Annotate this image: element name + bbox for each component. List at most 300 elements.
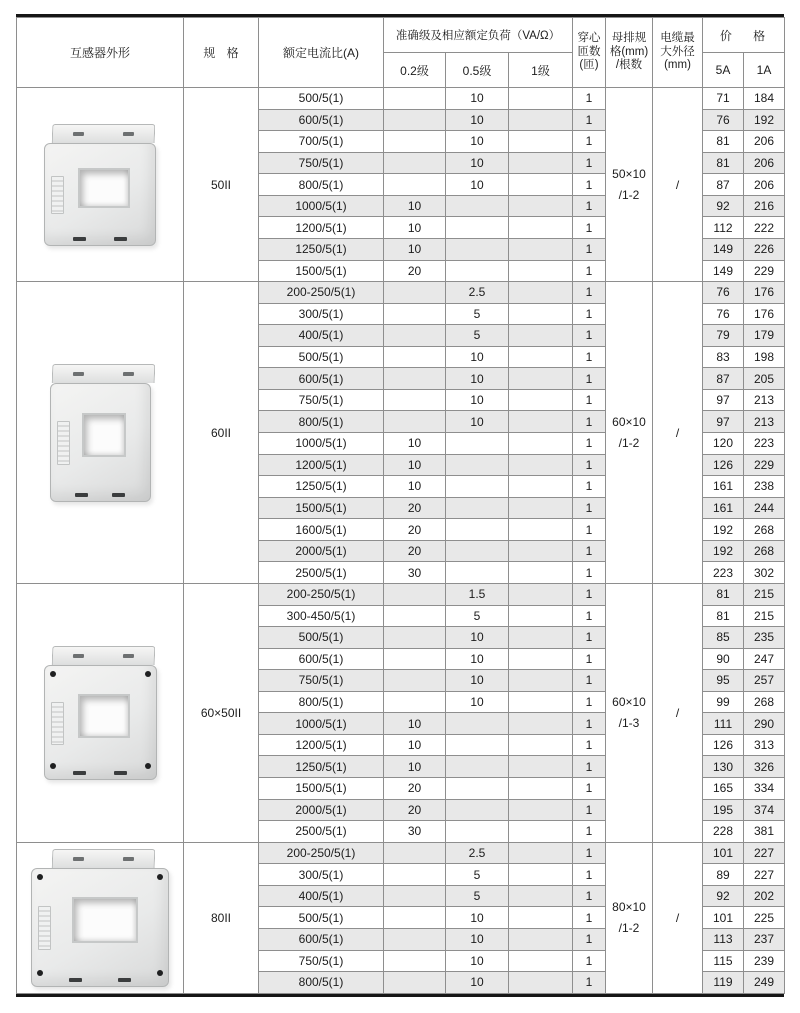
load-class-0.5-cell (446, 238, 509, 260)
load-class-1-cell (509, 670, 573, 692)
price-1a-cell: 198 (744, 346, 785, 368)
price-5a-cell: 81 (703, 605, 744, 627)
header-shape: 互感器外形 (17, 18, 184, 88)
table-row (17, 282, 785, 304)
side-label (51, 702, 64, 745)
turns-cell: 1 (573, 260, 606, 282)
header-cable-line3: (mm) (664, 59, 691, 72)
turns-cell: 1 (573, 433, 606, 455)
load-class-0.5-cell: 10 (446, 670, 509, 692)
corner-screw (37, 970, 43, 976)
turns-cell: 1 (573, 476, 606, 498)
header-busbar-line1: 母排规 (611, 32, 647, 45)
ratio-cell: 1200/5(1) (259, 454, 384, 476)
ratio-cell: 700/5(1) (259, 131, 384, 153)
load-class-0.2-cell (384, 174, 446, 196)
turns-cell: 1 (573, 799, 606, 821)
ratio-cell: 750/5(1) (259, 152, 384, 174)
foot (114, 771, 127, 775)
load-class-1-cell (509, 778, 573, 800)
price-1a-cell: 235 (744, 627, 785, 649)
table-header (17, 18, 785, 88)
load-class-0.2-cell (384, 109, 446, 131)
price-1a-cell: 206 (744, 152, 785, 174)
price-5a-cell: 192 (703, 540, 744, 562)
ratio-cell: 2000/5(1) (259, 799, 384, 821)
turns-cell: 1 (573, 691, 606, 713)
load-class-0.2-cell (384, 88, 446, 110)
terminal-block (51, 124, 155, 143)
price-5a-cell: 195 (703, 799, 744, 821)
load-class-0.5-cell (446, 519, 509, 541)
ratio-cell: 600/5(1) (259, 109, 384, 131)
transformer-body (44, 143, 156, 246)
ratio-cell: 800/5(1) (259, 972, 384, 994)
price-5a-cell: 126 (703, 734, 744, 756)
load-class-1-cell (509, 842, 573, 864)
header-ratio: 额定电流比(A) (259, 18, 384, 88)
price-1a-cell: 213 (744, 411, 785, 433)
load-class-0.5-cell: 2.5 (446, 282, 509, 304)
load-class-0.5-cell: 10 (446, 368, 509, 390)
corner-screw (50, 671, 56, 677)
price-1a-cell: 249 (744, 972, 785, 994)
load-class-0.2-cell: 10 (384, 238, 446, 260)
load-class-0.5-cell (446, 217, 509, 239)
load-class-0.5-cell: 10 (446, 152, 509, 174)
ratio-cell: 1250/5(1) (259, 238, 384, 260)
price-5a-cell: 165 (703, 778, 744, 800)
load-class-0.2-cell: 20 (384, 799, 446, 821)
ratio-cell: 600/5(1) (259, 648, 384, 670)
busbar-spec-line: 50×10 (612, 167, 646, 182)
price-1a-cell: 215 (744, 583, 785, 605)
price-1a-cell: 215 (744, 605, 785, 627)
load-class-0.5-cell (446, 454, 509, 476)
ratio-cell: 2500/5(1) (259, 821, 384, 843)
price-5a-cell: 76 (703, 282, 744, 304)
busbar-spec-line: 60×10 (612, 695, 646, 710)
price-5a-cell: 85 (703, 627, 744, 649)
price-5a-cell: 95 (703, 670, 744, 692)
spec-cell: 80II (184, 842, 259, 993)
turns-cell: 1 (573, 454, 606, 476)
ratio-cell: 750/5(1) (259, 670, 384, 692)
load-class-0.2-cell: 10 (384, 734, 446, 756)
busbar-spec-line: 80×10 (612, 900, 646, 915)
load-class-0.5-cell: 10 (446, 131, 509, 153)
cable-diameter-cell: / (653, 842, 703, 993)
foot (114, 237, 127, 241)
header-accuracy-load: 准确级及相应额定负荷（VA/Ω） (384, 18, 573, 53)
load-class-0.2-cell: 20 (384, 519, 446, 541)
header-busbar-line3: /根数 (615, 59, 643, 72)
turns-cell: 1 (573, 303, 606, 325)
price-1a-cell: 229 (744, 454, 785, 476)
price-1a-cell: 238 (744, 476, 785, 498)
core-window (78, 168, 130, 208)
price-1a-cell: 244 (744, 497, 785, 519)
price-1a-cell: 381 (744, 821, 785, 843)
load-class-1-cell (509, 885, 573, 907)
price-5a-cell: 119 (703, 972, 744, 994)
load-class-0.5-cell: 10 (446, 648, 509, 670)
ct-spec-price-table (16, 17, 785, 994)
price-1a-cell: 268 (744, 691, 785, 713)
price-1a-cell: 326 (744, 756, 785, 778)
load-class-0.5-cell: 5 (446, 864, 509, 886)
ratio-cell: 1250/5(1) (259, 476, 384, 498)
price-5a-cell: 87 (703, 368, 744, 390)
load-class-1-cell (509, 325, 573, 347)
busbar-spec-line: /1-3 (618, 715, 640, 730)
mounting-feet (32, 978, 168, 982)
ratio-cell: 1500/5(1) (259, 778, 384, 800)
price-5a-cell: 79 (703, 325, 744, 347)
load-class-1-cell (509, 713, 573, 735)
load-class-1-cell (509, 454, 573, 476)
terminal-slot (123, 857, 134, 861)
cable-diameter-cell: / (653, 88, 703, 282)
foot (75, 493, 88, 497)
price-5a-cell: 76 (703, 109, 744, 131)
turns-cell: 1 (573, 368, 606, 390)
price-5a-cell: 161 (703, 497, 744, 519)
load-class-0.2-cell: 30 (384, 562, 446, 584)
price-5a-cell: 92 (703, 885, 744, 907)
transformer-body (31, 868, 169, 987)
ratio-cell: 500/5(1) (259, 346, 384, 368)
cable-diameter-cell: / (653, 282, 703, 584)
load-class-0.2-cell (384, 131, 446, 153)
turns-cell: 1 (573, 907, 606, 929)
turns-cell: 1 (573, 282, 606, 304)
header-turns (573, 18, 606, 88)
price-1a-cell: 176 (744, 282, 785, 304)
turns-cell: 1 (573, 713, 606, 735)
corner-screw (50, 763, 56, 769)
price-1a-cell: 257 (744, 670, 785, 692)
load-class-0.2-cell (384, 950, 446, 972)
price-5a-cell: 161 (703, 476, 744, 498)
load-class-0.5-cell (446, 497, 509, 519)
header-turns-line3: (匝) (579, 59, 599, 72)
load-class-1-cell (509, 648, 573, 670)
load-class-1-cell (509, 88, 573, 110)
load-class-0.5-cell (446, 713, 509, 735)
turns-cell: 1 (573, 583, 606, 605)
header-price-1a: 1A (744, 53, 785, 88)
turns-cell: 1 (573, 605, 606, 627)
turns-cell: 1 (573, 972, 606, 994)
price-5a-cell: 76 (703, 303, 744, 325)
load-class-0.5-cell: 10 (446, 88, 509, 110)
load-class-0.5-cell (446, 562, 509, 584)
price-1a-cell: 202 (744, 885, 785, 907)
price-1a-cell: 237 (744, 928, 785, 950)
load-class-0.2-cell (384, 885, 446, 907)
terminal-slot (72, 372, 83, 376)
ratio-cell: 1250/5(1) (259, 756, 384, 778)
busbar-spec-cell (606, 842, 653, 993)
load-class-0.5-cell: 5 (446, 605, 509, 627)
load-class-0.2-cell (384, 411, 446, 433)
price-5a-cell: 81 (703, 131, 744, 153)
header-class-0.2: 0.2级 (384, 53, 446, 88)
ratio-cell: 200-250/5(1) (259, 282, 384, 304)
ratio-cell: 1000/5(1) (259, 195, 384, 217)
price-1a-cell: 205 (744, 368, 785, 390)
load-class-0.2-cell (384, 282, 446, 304)
ratio-cell: 1500/5(1) (259, 260, 384, 282)
price-5a-cell: 83 (703, 346, 744, 368)
load-class-0.5-cell: 5 (446, 303, 509, 325)
load-class-1-cell (509, 756, 573, 778)
load-class-1-cell (509, 346, 573, 368)
corner-screw (157, 874, 163, 880)
ratio-cell: 500/5(1) (259, 907, 384, 929)
ratio-cell: 200-250/5(1) (259, 842, 384, 864)
turns-cell: 1 (573, 217, 606, 239)
price-5a-cell: 89 (703, 864, 744, 886)
turns-cell: 1 (573, 540, 606, 562)
ratio-cell: 1500/5(1) (259, 497, 384, 519)
load-class-0.2-cell (384, 627, 446, 649)
load-class-0.5-cell: 10 (446, 174, 509, 196)
price-5a-cell: 81 (703, 152, 744, 174)
load-class-1-cell (509, 799, 573, 821)
load-class-0.2-cell (384, 346, 446, 368)
turns-cell: 1 (573, 778, 606, 800)
load-class-0.5-cell: 10 (446, 411, 509, 433)
load-class-1-cell (509, 605, 573, 627)
turns-cell: 1 (573, 950, 606, 972)
transformer-body (44, 665, 157, 780)
load-class-0.2-cell (384, 842, 446, 864)
load-class-0.5-cell (446, 821, 509, 843)
load-class-1-cell (509, 562, 573, 584)
core-window (72, 897, 138, 943)
price-1a-cell: 206 (744, 174, 785, 196)
price-5a-cell: 97 (703, 389, 744, 411)
turns-cell: 1 (573, 88, 606, 110)
load-class-0.5-cell (446, 433, 509, 455)
ratio-cell: 300/5(1) (259, 864, 384, 886)
load-class-0.2-cell: 20 (384, 260, 446, 282)
turns-cell: 1 (573, 238, 606, 260)
turns-cell: 1 (573, 670, 606, 692)
price-1a-cell: 239 (744, 950, 785, 972)
load-class-0.2-cell (384, 972, 446, 994)
ratio-cell: 1200/5(1) (259, 734, 384, 756)
ratio-cell: 800/5(1) (259, 691, 384, 713)
foot (118, 978, 131, 982)
turns-cell: 1 (573, 325, 606, 347)
price-5a-cell: 115 (703, 950, 744, 972)
cable-diameter-cell: / (653, 583, 703, 842)
load-class-0.2-cell: 10 (384, 476, 446, 498)
load-class-1-cell (509, 540, 573, 562)
load-class-0.5-cell: 10 (446, 109, 509, 131)
price-1a-cell: 222 (744, 217, 785, 239)
price-5a-cell: 192 (703, 519, 744, 541)
load-class-1-cell (509, 195, 573, 217)
ratio-cell: 2500/5(1) (259, 562, 384, 584)
price-5a-cell: 101 (703, 842, 744, 864)
price-5a-cell: 71 (703, 88, 744, 110)
side-label (57, 421, 70, 465)
load-class-0.2-cell (384, 583, 446, 605)
ratio-cell: 200-250/5(1) (259, 583, 384, 605)
turns-cell: 1 (573, 648, 606, 670)
header-cable (653, 18, 703, 88)
load-class-0.5-cell: 10 (446, 346, 509, 368)
ratio-cell: 1000/5(1) (259, 433, 384, 455)
ratio-cell: 1600/5(1) (259, 519, 384, 541)
load-class-1-cell (509, 476, 573, 498)
turns-cell: 1 (573, 174, 606, 196)
mounting-feet (51, 493, 150, 497)
ratio-cell: 800/5(1) (259, 174, 384, 196)
price-5a-cell: 113 (703, 928, 744, 950)
core-window (82, 413, 126, 457)
table-row (17, 88, 785, 110)
ratio-cell: 300-450/5(1) (259, 605, 384, 627)
turns-cell: 1 (573, 842, 606, 864)
price-5a-cell: 101 (703, 907, 744, 929)
busbar-spec-cell (606, 88, 653, 282)
price-1a-cell: 247 (744, 648, 785, 670)
load-class-0.5-cell: 10 (446, 972, 509, 994)
load-class-0.5-cell (446, 260, 509, 282)
load-class-1-cell (509, 433, 573, 455)
load-class-0.2-cell (384, 303, 446, 325)
load-class-0.2-cell: 20 (384, 540, 446, 562)
header-spec: 规 格 (184, 18, 259, 88)
load-class-0.2-cell (384, 864, 446, 886)
load-class-0.5-cell: 5 (446, 885, 509, 907)
ratio-cell: 500/5(1) (259, 627, 384, 649)
spec-cell: 60II (184, 282, 259, 584)
terminal-block (51, 849, 155, 868)
price-5a-cell: 81 (703, 583, 744, 605)
shape-photo-cell-60II (17, 282, 184, 584)
ratio-cell: 2000/5(1) (259, 540, 384, 562)
price-1a-cell: 227 (744, 864, 785, 886)
foot (73, 771, 86, 775)
ratio-cell: 1000/5(1) (259, 713, 384, 735)
table-body (17, 88, 785, 994)
mounting-feet (45, 771, 156, 775)
load-class-0.5-cell (446, 195, 509, 217)
load-class-0.2-cell (384, 928, 446, 950)
load-class-1-cell (509, 972, 573, 994)
price-5a-cell: 130 (703, 756, 744, 778)
ratio-cell: 400/5(1) (259, 325, 384, 347)
price-1a-cell: 374 (744, 799, 785, 821)
header-busbar-line2: 格(mm) (609, 45, 649, 58)
product-photo (17, 364, 183, 502)
load-class-0.2-cell (384, 907, 446, 929)
mounting-feet (45, 237, 155, 241)
load-class-1-cell (509, 691, 573, 713)
load-class-0.5-cell: 10 (446, 691, 509, 713)
corner-screw (37, 874, 43, 880)
load-class-0.2-cell (384, 648, 446, 670)
turns-cell: 1 (573, 411, 606, 433)
price-1a-cell: 223 (744, 433, 785, 455)
header-class-0.5: 0.5级 (446, 53, 509, 88)
load-class-0.2-cell: 10 (384, 713, 446, 735)
product-photo (17, 124, 183, 246)
load-class-0.2-cell: 20 (384, 497, 446, 519)
load-class-0.2-cell: 10 (384, 756, 446, 778)
corner-screw (145, 763, 151, 769)
side-label (38, 906, 51, 950)
price-5a-cell: 149 (703, 260, 744, 282)
price-5a-cell: 92 (703, 195, 744, 217)
turns-cell: 1 (573, 734, 606, 756)
price-5a-cell: 90 (703, 648, 744, 670)
price-5a-cell: 97 (703, 411, 744, 433)
load-class-0.5-cell: 1.5 (446, 583, 509, 605)
corner-screw (157, 970, 163, 976)
load-class-0.2-cell: 10 (384, 454, 446, 476)
load-class-0.5-cell: 10 (446, 950, 509, 972)
ratio-cell: 600/5(1) (259, 928, 384, 950)
price-5a-cell: 149 (703, 238, 744, 260)
ratio-cell: 750/5(1) (259, 950, 384, 972)
price-1a-cell: 229 (744, 260, 785, 282)
load-class-0.2-cell: 20 (384, 778, 446, 800)
load-class-1-cell (509, 411, 573, 433)
load-class-1-cell (509, 389, 573, 411)
turns-cell: 1 (573, 109, 606, 131)
load-class-0.5-cell: 10 (446, 928, 509, 950)
ratio-cell: 750/5(1) (259, 389, 384, 411)
load-class-0.2-cell: 10 (384, 195, 446, 217)
load-class-0.2-cell: 10 (384, 217, 446, 239)
price-1a-cell: 192 (744, 109, 785, 131)
terminal-slot (72, 654, 83, 658)
spec-cell: 60×50II (184, 583, 259, 842)
side-label (51, 176, 64, 214)
turns-cell: 1 (573, 821, 606, 843)
load-class-1-cell (509, 627, 573, 649)
load-class-0.2-cell (384, 670, 446, 692)
terminal-slot (123, 372, 134, 376)
load-class-0.5-cell: 10 (446, 907, 509, 929)
load-class-1-cell (509, 260, 573, 282)
load-class-0.5-cell (446, 799, 509, 821)
shape-photo-cell-50II (17, 88, 184, 282)
load-class-1-cell (509, 821, 573, 843)
turns-cell: 1 (573, 562, 606, 584)
price-1a-cell: 268 (744, 519, 785, 541)
load-class-0.2-cell (384, 152, 446, 174)
price-1a-cell: 268 (744, 540, 785, 562)
load-class-0.2-cell: 30 (384, 821, 446, 843)
header-price: 价 格 (703, 18, 785, 53)
turns-cell: 1 (573, 131, 606, 153)
busbar-spec-line: /1-2 (618, 920, 640, 935)
foot (112, 493, 125, 497)
ratio-cell: 400/5(1) (259, 885, 384, 907)
turns-cell: 1 (573, 864, 606, 886)
price-5a-cell: 228 (703, 821, 744, 843)
load-class-0.5-cell: 10 (446, 627, 509, 649)
load-class-0.2-cell: 10 (384, 433, 446, 455)
